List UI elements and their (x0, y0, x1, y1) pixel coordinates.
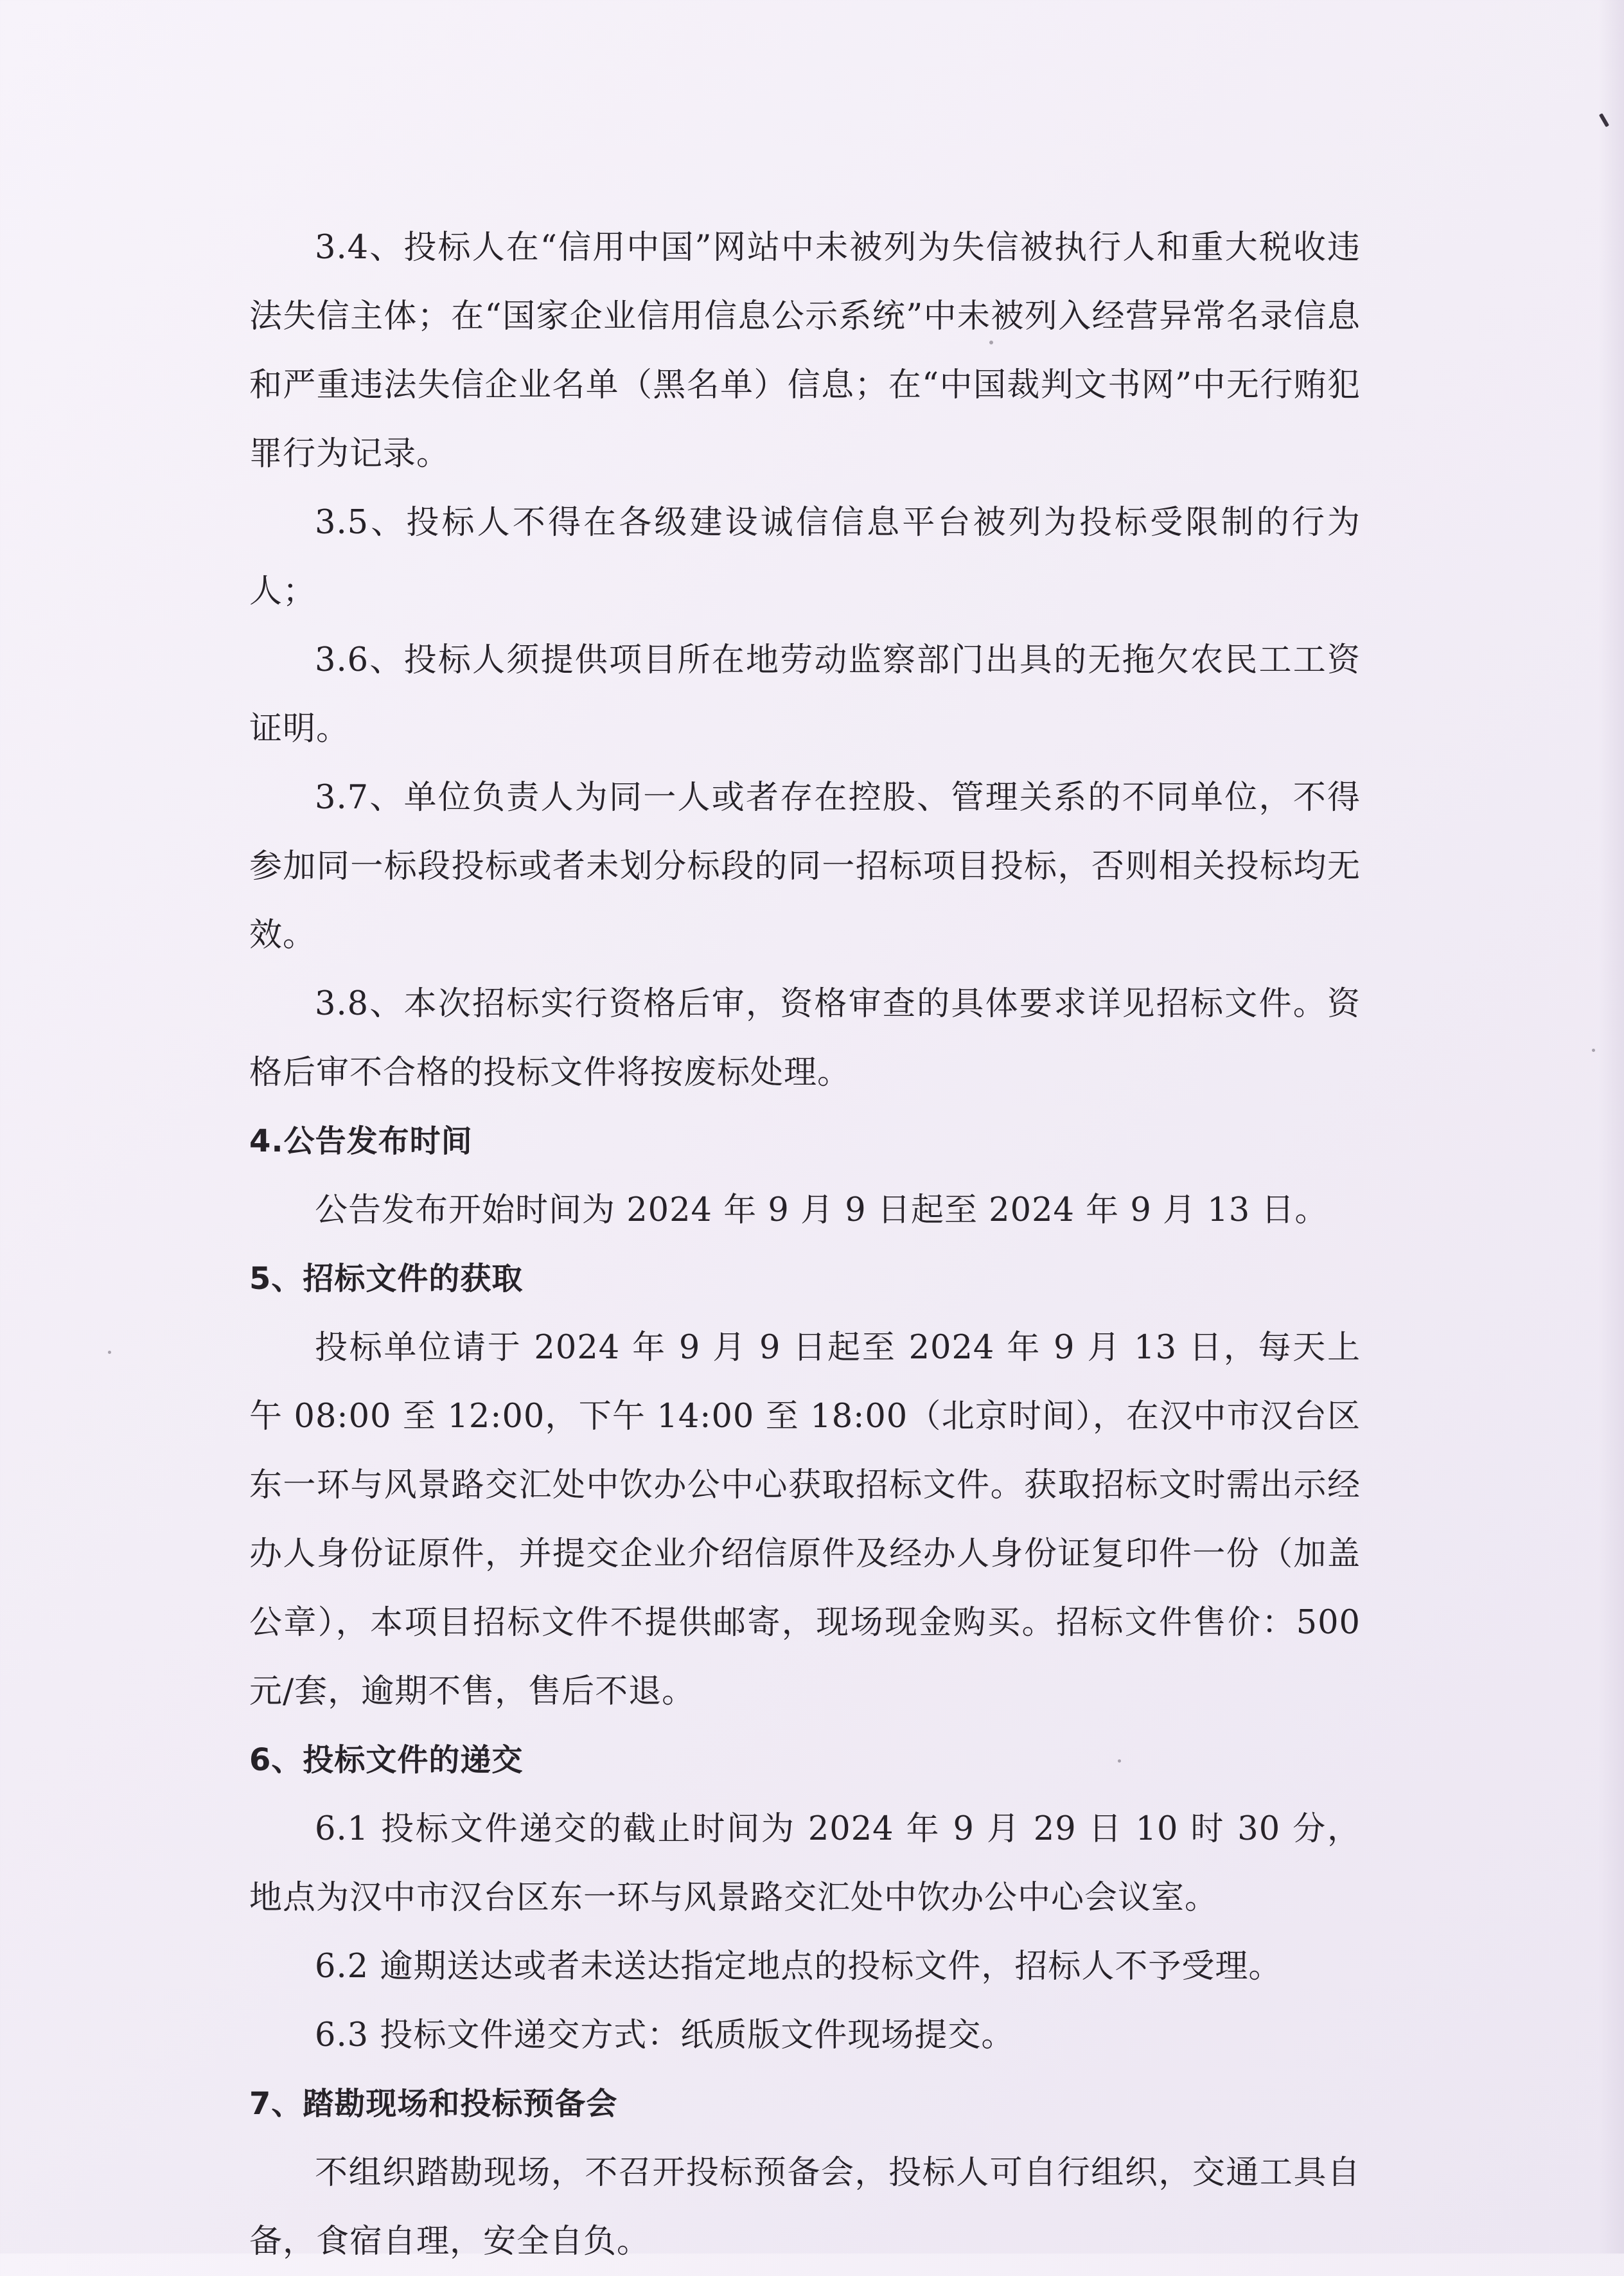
paragraph-publish-time: 公告发布开始时间为 2024 年 9 月 9 日起至 2024 年 9 月 13 日。 (315, 1191, 1328, 1229)
paragraph-3-7: 3.7、单位负责人为同一人或者存在控股、管理关系的不同单位，不得参加同一标段投标或者未划分标段的同一招标项目投标，否则相关投标均无效。 (249, 779, 1361, 954)
scan-speck (1592, 1049, 1595, 1052)
paragraph-6-2: 6.2 逾期送达或者未送达指定地点的投标文件，招标人不予受理。 (315, 1948, 1282, 1986)
paragraph-3-8: 3.8、本次招标实行资格后审，资格审查的具体要求详见招标文件。资格后审不合格的投标文件将按废标处理。 (249, 985, 1361, 1092)
section-heading-6: 6、投标文件的递交 (249, 1742, 524, 1778)
paragraph-site-visit: 不组织踏勘现场，不召开投标预备会，投标人可自行组织，交通工具自备，食宿自理，安全自负。 (249, 2154, 1361, 2261)
page-edge-shadow (1598, 0, 1624, 2254)
paragraph-3-6: 3.6、投标人须提供项目所在地劳动监察部门出具的无拖欠农民工工资证明。 (249, 641, 1361, 748)
paragraph-6-1: 6.1 投标文件递交的截止时间为 2024 年 9 月 29 日 10 时 30 分，地点为汉中市汉台区东一环与风景路交汇处中饮办公中心会议室。 (249, 1810, 1361, 1917)
paragraph-obtain-documents: 投标单位请于 2024 年 9 月 9 日起至 2024 年 9 月 13 日，每天上午 08:00 至 12:00，下午 14:00 至 18:00（北京时间），在汉中市汉台区东一环与风景路交汇处中饮办公中心获取招标文件。获取招标文时需出示经办人身份证原件，并提交企业介绍信原件及经办人身份证复印件一份（加盖公章），本项目招标文件不提供邮寄，现场现金购买。招标文件售价：500 元/套，逾期不售，售后不退。 (249, 1329, 1361, 1711)
paragraph-3-5: 3.5、投标人不得在各级建设诚信信息平台被列为投标受限制的行为人； (249, 504, 1361, 610)
section-heading-4: 4.公告发布时间 (249, 1123, 473, 1159)
section-heading-7: 7、踏勘现场和投标预备会 (249, 2086, 618, 2122)
paragraph-3-4: 3.4、投标人在“信用中国”网站中未被列为失信被执行人和重大税收违法失信主体；在“国家企业信用信息公示系统”中未被列入经营异常名录信息和严重违法失信企业名单（黑名单）信息；在“中国裁判文书网”中无行贿犯罪行为记录。 (249, 229, 1361, 473)
document-body (249, 213, 1361, 2276)
paragraph-6-3: 6.3 投标文件递交方式：纸质版文件现场提交。 (315, 2016, 1015, 2054)
section-heading-5: 5、招标文件的获取 (249, 1261, 524, 1297)
scan-speck (108, 1351, 111, 1354)
